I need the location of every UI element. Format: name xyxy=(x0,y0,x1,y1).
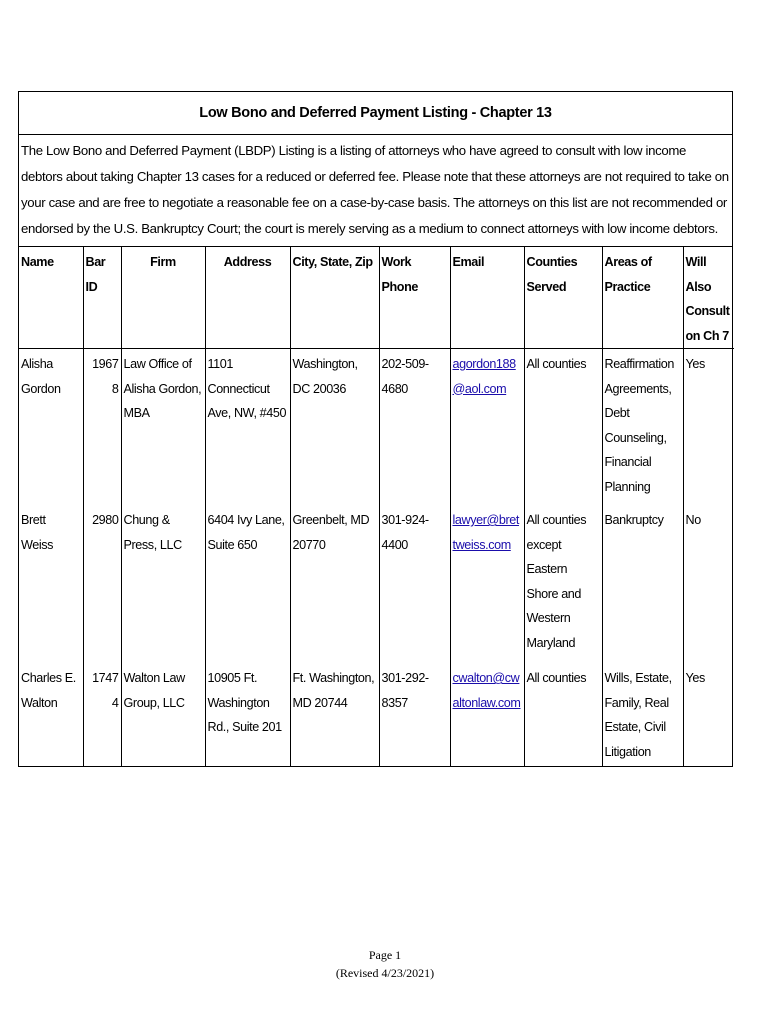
col-header-ch7: Will Also Consult on Ch 7 xyxy=(683,247,734,349)
revision-date: (Revised 4/23/2021) xyxy=(335,966,435,980)
cell-address: 10905 Ft. Washington Rd., Suite 201 xyxy=(205,663,290,766)
table-row xyxy=(19,349,734,506)
cell-counties: All counties xyxy=(524,663,602,766)
cell-firm: Law Office of Alisha Gordon, MBA xyxy=(121,349,205,506)
cell-counties: All counties xyxy=(524,349,602,506)
cell-name: Charles E. Walton xyxy=(19,663,83,766)
cell-ch7: Yes xyxy=(685,357,705,371)
col-header-counties: Counties Served xyxy=(524,247,602,349)
cell-bar-id: 19678 xyxy=(83,349,121,506)
cell-phone: 301-292-8357 xyxy=(379,663,450,766)
cell-areas: Reaffirmation Agreements, Debt Counseling, Financial Planning xyxy=(602,349,683,506)
listing-sheet xyxy=(18,91,733,767)
cell-counties: All counties except Eastern Shore and Western Maryland xyxy=(524,505,602,663)
cell-name: Alisha Gordon xyxy=(19,349,83,506)
cell-areas: Bankruptcy xyxy=(602,505,683,663)
table-row xyxy=(19,505,734,663)
cell-phone: 301-924-4400 xyxy=(379,505,450,663)
page-footer xyxy=(0,946,770,982)
email-link[interactable]: cwalton@cwaltonlaw.com xyxy=(452,671,521,710)
cell-phone: 202-509-4680 xyxy=(379,349,450,506)
cell-ch7: No xyxy=(685,513,701,527)
cell-areas: Wills, Estate, Family, Real Estate, Civil Litigation xyxy=(602,663,683,766)
cell-firm: Walton Law Group, LLC xyxy=(121,663,205,766)
cell-city: Ft. Washington, MD 20744 xyxy=(290,663,379,766)
cell-bar-id: 2980 xyxy=(83,505,121,663)
cell-city: Greenbelt, MD 20770 xyxy=(290,505,379,663)
cell-email xyxy=(450,505,524,663)
col-header-phone: Work Phone xyxy=(379,247,450,349)
table-row xyxy=(19,663,734,766)
cell-address: 6404 Ivy Lane, Suite 650 xyxy=(205,505,290,663)
cell-ch7: Yes xyxy=(685,671,705,685)
col-header-bar-id: Bar ID xyxy=(83,247,121,349)
cell-email xyxy=(450,349,524,506)
email-link[interactable]: agordon188@aol.com xyxy=(452,357,516,396)
cell-address: 1101 Connecticut Ave, NW, #450 xyxy=(205,349,290,506)
col-header-name: Name xyxy=(19,247,83,349)
col-header-areas: Areas of Practice xyxy=(602,247,683,349)
cell-firm: Chung & Press, LLC xyxy=(121,505,205,663)
cell-bar-id: 17474 xyxy=(83,663,121,766)
col-header-firm: Firm xyxy=(121,247,205,349)
intro-paragraph: The Low Bono and Deferred Payment (LBDP) Listing is a listing of attorneys who have agreed to consult with low income debtors about taking Chapter 13 cases for a reduced or deferred fee. Please note that these attorneys are not required to take on your case and are free to negotiate a reasonable fee on a case-by-case basis. The attorneys on this list are not recommended or endorsed by the U.S. Bankruptcy Court; the court is merely serving as a medium to connect attorneys with low income debtors. xyxy=(19,135,732,247)
col-header-city: City, State, Zip xyxy=(290,247,379,349)
col-header-email: Email xyxy=(450,247,524,349)
page-title: Low Bono and Deferred Payment Listing - Chapter 13 xyxy=(19,92,732,135)
attorney-table xyxy=(19,247,734,766)
page-number: Page 1 xyxy=(368,948,402,962)
table-header-row xyxy=(19,247,734,349)
cell-name: Brett Weiss xyxy=(19,505,83,663)
cell-city: Washington, DC 20036 xyxy=(290,349,379,506)
email-link[interactable]: lawyer@brettweiss.com xyxy=(452,513,519,552)
cell-email xyxy=(450,663,524,766)
col-header-address: Address xyxy=(205,247,290,349)
